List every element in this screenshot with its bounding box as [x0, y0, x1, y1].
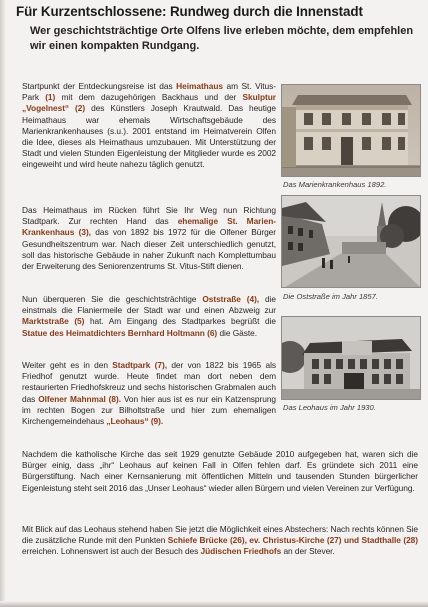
highlight-leohaus: „Leohaus“ (9). [106, 416, 164, 427]
text: an der Stever. [281, 546, 335, 557]
highlight-mahnmal: Olfener Mahnmal (8). [38, 393, 121, 404]
text: Startpunkt der Entdeckungsreise ist das [22, 81, 177, 91]
text: Das Heimathaus im Rücken führt Sie Ihr Weg nun Richtung Stadtpark. Zur rechten Hand das [22, 205, 276, 227]
highlight-statue: Statue des Heimatdichters Bernhard Holtmann (6) [22, 327, 218, 338]
oststrasse-image [282, 196, 421, 288]
caption-photo-3: Das Leohaus im Jahr 1930. [283, 403, 376, 412]
highlight-skulptur: Skulptur „Vogelnest“ (2) [22, 92, 276, 114]
highlight-krankenhaus: ehemalige St. Marien-Krankenhaus (3), [22, 216, 276, 238]
highlight-oststrasse: Oststraße (4), [202, 294, 260, 304]
marienkrankenhaus-image [282, 85, 421, 177]
highlight-juedischer-friedhof: Jüdischen Friedhofs [200, 546, 282, 557]
text: Weiter geht es in den [22, 360, 113, 370]
page-title: Für Kurzentschlossene: Rundweg durch die Innenstadt [16, 4, 363, 19]
text: erreichen. Lohnenswert ist auch der Besuch des [22, 546, 201, 557]
leohaus-image [282, 317, 421, 400]
text: Mit Blick auf das Leohaus stehend haben Sie jetzt die Möglichkeit eines Abstechers: Nach rechts können Sie die zusätzliche Runde mit den Punkten [22, 524, 418, 546]
highlight-number: (1) [45, 92, 56, 103]
highlight-heimathaus: Heimathaus [176, 81, 223, 91]
text: Nun überqueren Sie die geschichtsträchtige [22, 294, 203, 304]
paragraph-heimathaus [22, 81, 276, 171]
text: Von hier aus ist es nur ein Katzensprung im rechten Bogen zur Bilholtstraße und hier zum ehemaligen Kirchengemeindehaus [22, 393, 276, 427]
photo-oststrasse [281, 195, 421, 288]
text: am St. Vitus-Park [22, 81, 276, 103]
paragraph-abstecher [22, 524, 418, 558]
text: hat. Am Eingang des Stadtparkes begrüßt die [84, 316, 276, 327]
text: des Künstlers Joseph Krautwald. Das heutige Heimathaus war ehemals Wirtschaftsgebäude des Marienkrankenhauses (s.u.). 2001 entstand im Heimatverein Olfen die Idee, dieses als Heimathaus umzubauen. Mit Unterstützung der Stadt und vielen Stunden Eigenleistung der Mitglieder wurde es 2002 eingeweiht und wird heute nahezu täglich genutzt. [22, 103, 276, 170]
text: der von 1822 bis 1965 als Friedhof genutzt wurde. Heute findet man dort neben dem restaurierten Friedhofskreuz und sechs historischen Grabmalen auch das [22, 360, 276, 404]
highlight-extra-round: Schiefe Brücke (26), ev. Christus-Kirche (27) und Stadthalle (28) [167, 535, 418, 546]
text: mit dem dazugehörigen Backhaus und der [55, 92, 243, 103]
paragraph-leohaus-history: Nachdem die katholische Kirche das seit 1929 genutzte Gebäude 2010 aufgegeben hat, waren sich die Bürger einig, dass „ihr“ Leohaus auf keinen Fall in Olfen fehlen darf. Es gründete sich 2011 eine Bürgerstiftung. Nach einer Kernsanierung mit öffentlichen Mitteln und tausenden Stunden bürgerlicher Eigenleistung steht seit 2016 das „Unser Leohaus“ wieder allen Bürgern und vielen Vereinen zur Verfügung. [22, 449, 418, 493]
text: die Gäste. [217, 327, 257, 338]
caption-photo-1: Das Marienkrankenhaus 1892. [283, 180, 387, 189]
paragraph-krankenhaus [22, 205, 276, 272]
paragraph-stadtpark [22, 360, 276, 427]
highlight-marktstrasse: Marktstraße (5) [22, 316, 85, 327]
photo-marienkrankenhaus [281, 84, 421, 177]
text: das von 1892 bis 1972 für die Olfener Bürger Gesundheitszentrum war. Nach dieser Zeit unterschiedlich genutzt, soll das historische Gebäude in naher Zukunft nach Komplettumbau der Erweiterung des Seniorenzentrums St. Vitus-Stift dienen. [22, 227, 276, 272]
caption-photo-2: Die Oststraße im Jahr 1857. [283, 292, 378, 301]
intro-text: Wer geschichtsträchtige Orte Olfens live erleben möchte, dem empfehlen wir einen kompakten Rundgang. [30, 25, 414, 52]
highlight-stadtpark: Stadtpark (7), [112, 360, 167, 370]
photo-leohaus [281, 316, 421, 400]
text: die einstmals die Flaniermeile der Stadt war und einen Abzweig zur [22, 294, 276, 316]
paragraph-oststrasse [22, 294, 276, 339]
